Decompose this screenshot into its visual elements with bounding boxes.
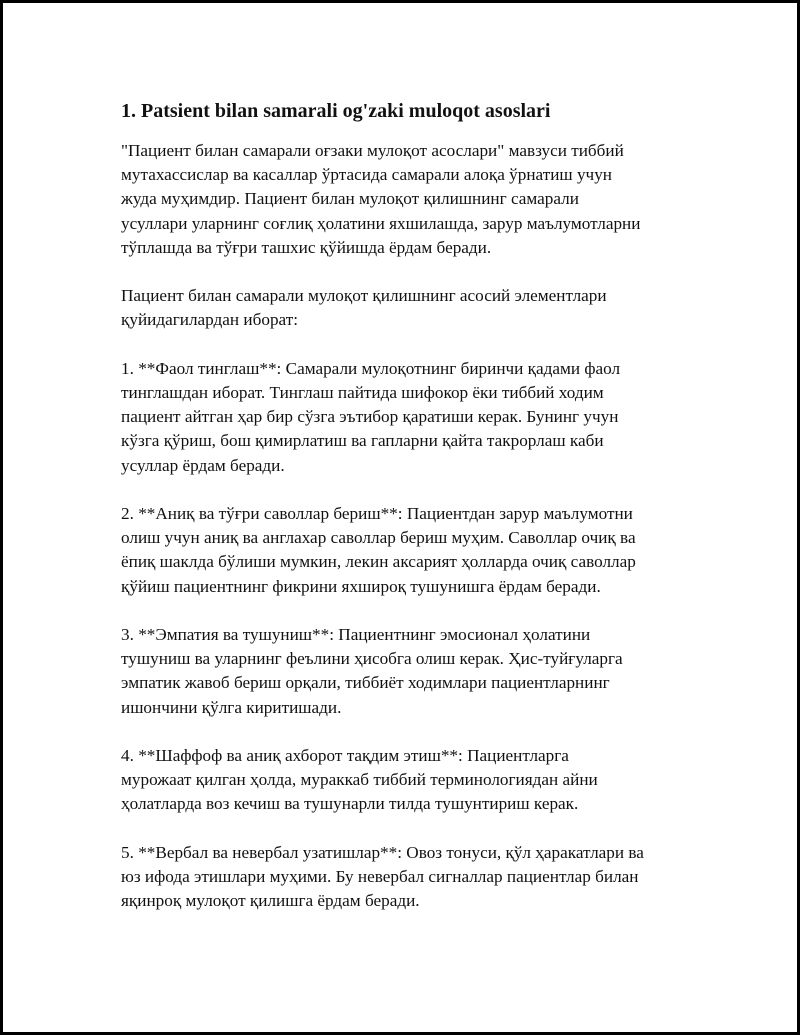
- list-item-verbal-nonverbal: 5. **Вербал ва невербал узатишлар**: Овоз тонуси, қўл ҳаракатлари ва юз ифода этишлари муҳими. Бу невербал сигналлар пациентлар билан яқинроқ мулоқот қилишга ёрдам беради.: [121, 842, 644, 911]
- paragraph-spacer: [121, 260, 691, 284]
- paragraph-spacer: [121, 720, 691, 744]
- paragraph-intro: "Пациент билан самарали оғзаки мулоқот асослари" мавзуси тиббий мутахассислар ва касаллар ўртасида самарали алоқа ўрнатиш учун жуда муҳимдир. Пациент билан мулоқот қилишнинг самарали усуллари уларнинг соғлиқ ҳолатини яхшилашда, зарур маълумотларни тўплашда ва тўғри ташхис қўйишда ёрдам беради.: [121, 141, 641, 257]
- list-item-transparent-information: 4. **Шаффоф ва аниқ ахборот тақдим этиш**: Пациентларга мурожаат қилган ҳолда, мураккаб тиббий терминологиядан айни ҳолатларда воз кечиш ва тушунарли тилда тушунтириш керак.: [121, 746, 598, 814]
- list-item-empathy: 3. **Эмпатия ва тушуниш**: Пациентнинг эмосионал ҳолатини тушуниш ва уларнинг феълини ҳисобга олиш керак. Ҳис-туйғуларга эмпатик жавоб бериш орқали, тиббиёт ходимлари пациентларнинг ишончини қўлга киритишади.: [121, 625, 623, 717]
- document-title: 1. Patsient bilan samarali og'zaki muloqot asoslari: [121, 100, 551, 122]
- list-item-active-listening: 1. **Фаол тинглаш**: Самарали мулоқотнинг биринчи қадами фаол тинглашдан иборат. Тинглаш пайтида шифокор ёки тиббий ходим пациент айтган ҳар бир сўзга эътибор қаратиши керак. Бунинг учун кўзга қўриш, бош қимирлатиш ва гапларни қайта такрорлаш каби усуллар ёрдам беради.: [121, 358, 621, 475]
- list-item-precise-questions: 2. **Аниқ ва тўғри саволлар бериш**: Пациентдан зарур маълумотни олиш учун аниқ ва англахар саволлар бериш муҳим. Саволлар очиқ ва ёпиқ шаклда бўлиши мумкин, лекин аксарият ҳолларда очиқ саволлар қўйиш пациентнинг фикрини яхшироқ тушунишга ёрдам беради.: [121, 504, 636, 596]
- paragraph-spacer: [121, 333, 691, 357]
- document-body: [121, 97, 691, 913]
- paragraph-spacer: [121, 817, 691, 841]
- paragraph-elements-lead: Пациент билан самарали мулоқот қилишнинг асосий элементлари қуйидагилардан иборат:: [121, 286, 607, 330]
- paragraph-spacer: [121, 478, 691, 502]
- paragraph-spacer: [121, 599, 691, 623]
